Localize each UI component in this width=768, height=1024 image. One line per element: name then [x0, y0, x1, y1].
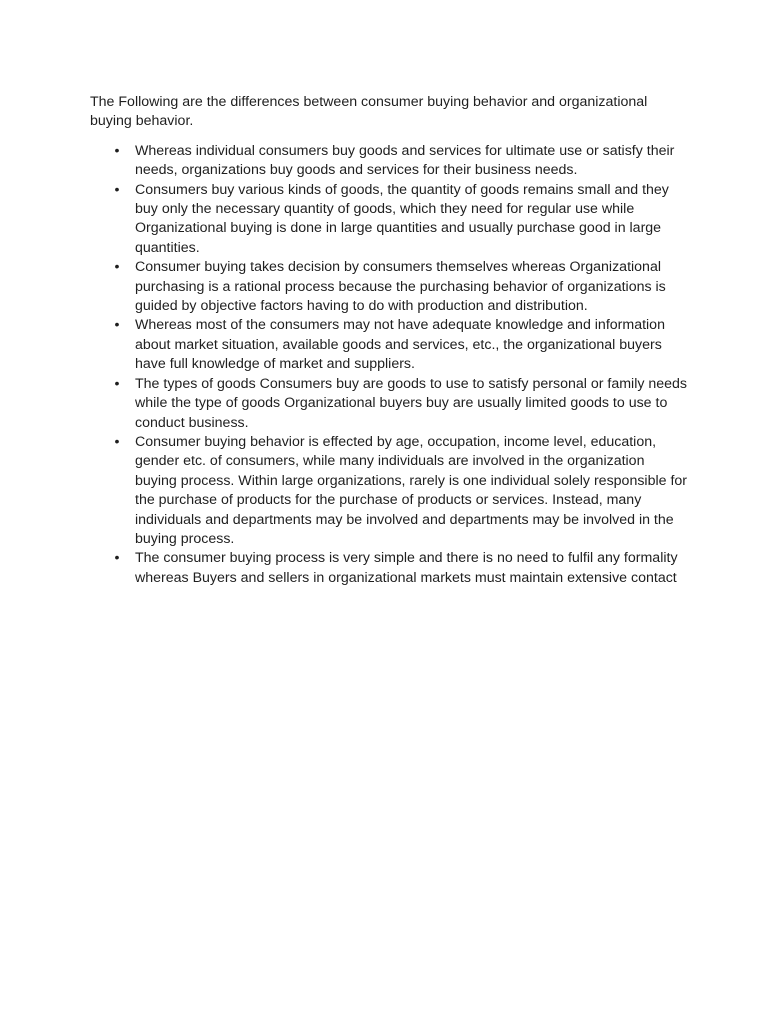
list-item	[90, 375, 690, 433]
intro-paragraph: The Following are the differences between consumer buying behavior and organizational buying behavior.	[90, 94, 648, 130]
bullet-icon: •	[114, 142, 120, 159]
list-item-text: Consumers buy various kinds of goods, the quantity of goods remains small and they buy only the necessary quantity of goods, which they need for regular use while Organizational buying is done in large quantities and usually purchase good in large quantities.	[135, 181, 669, 256]
list-item	[90, 258, 690, 316]
bullet-icon: •	[114, 375, 120, 392]
bullet-icon: •	[114, 181, 120, 198]
list-item	[90, 181, 690, 259]
bullet-icon: •	[114, 317, 120, 334]
document-body	[90, 93, 690, 588]
list-item-text: Consumer buying takes decision by consumers themselves whereas Organizational purchasing is a rational process because the purchasing behavior of organizations is guided by objective factors having to do with production and distribution.	[135, 259, 666, 315]
list-item-text: Whereas most of the consumers may not have adequate knowledge and information about market situation, available goods and services, etc., the organizational buyers have full knowledge of market and suppliers.	[135, 317, 665, 373]
list-item	[90, 316, 690, 374]
list-item	[90, 549, 690, 588]
bullet-icon: •	[114, 433, 120, 450]
list-item	[90, 142, 690, 181]
list-item-text: Consumer buying behavior is effected by age, occupation, income level, education, gender etc. of consumers, while many individuals are involved in the organization buying process. Within large organizations, rarely is one individual solely responsible for the purchase of products for the purchase of products or services. Instead, many individuals and departments may be involved and departments may be involved in the buying process.	[135, 433, 688, 547]
differences-list	[90, 142, 690, 588]
list-item-text: The consumer buying process is very simple and there is no need to fulfil any formality whereas Buyers and sellers in organizational markets must maintain extensive contact	[135, 550, 678, 586]
list-item	[90, 433, 690, 549]
list-item-text: Whereas individual consumers buy goods and services for ultimate use or satisfy their needs, organizations buy goods and services for their business needs.	[135, 142, 675, 179]
bullet-icon: •	[114, 550, 120, 567]
list-item-text: The types of goods Consumers buy are goods to use to satisfy personal or family needs while the type of goods Organizational buyers buy are usually limited goods to use to conduct business.	[135, 375, 688, 431]
bullet-icon: •	[114, 259, 120, 276]
